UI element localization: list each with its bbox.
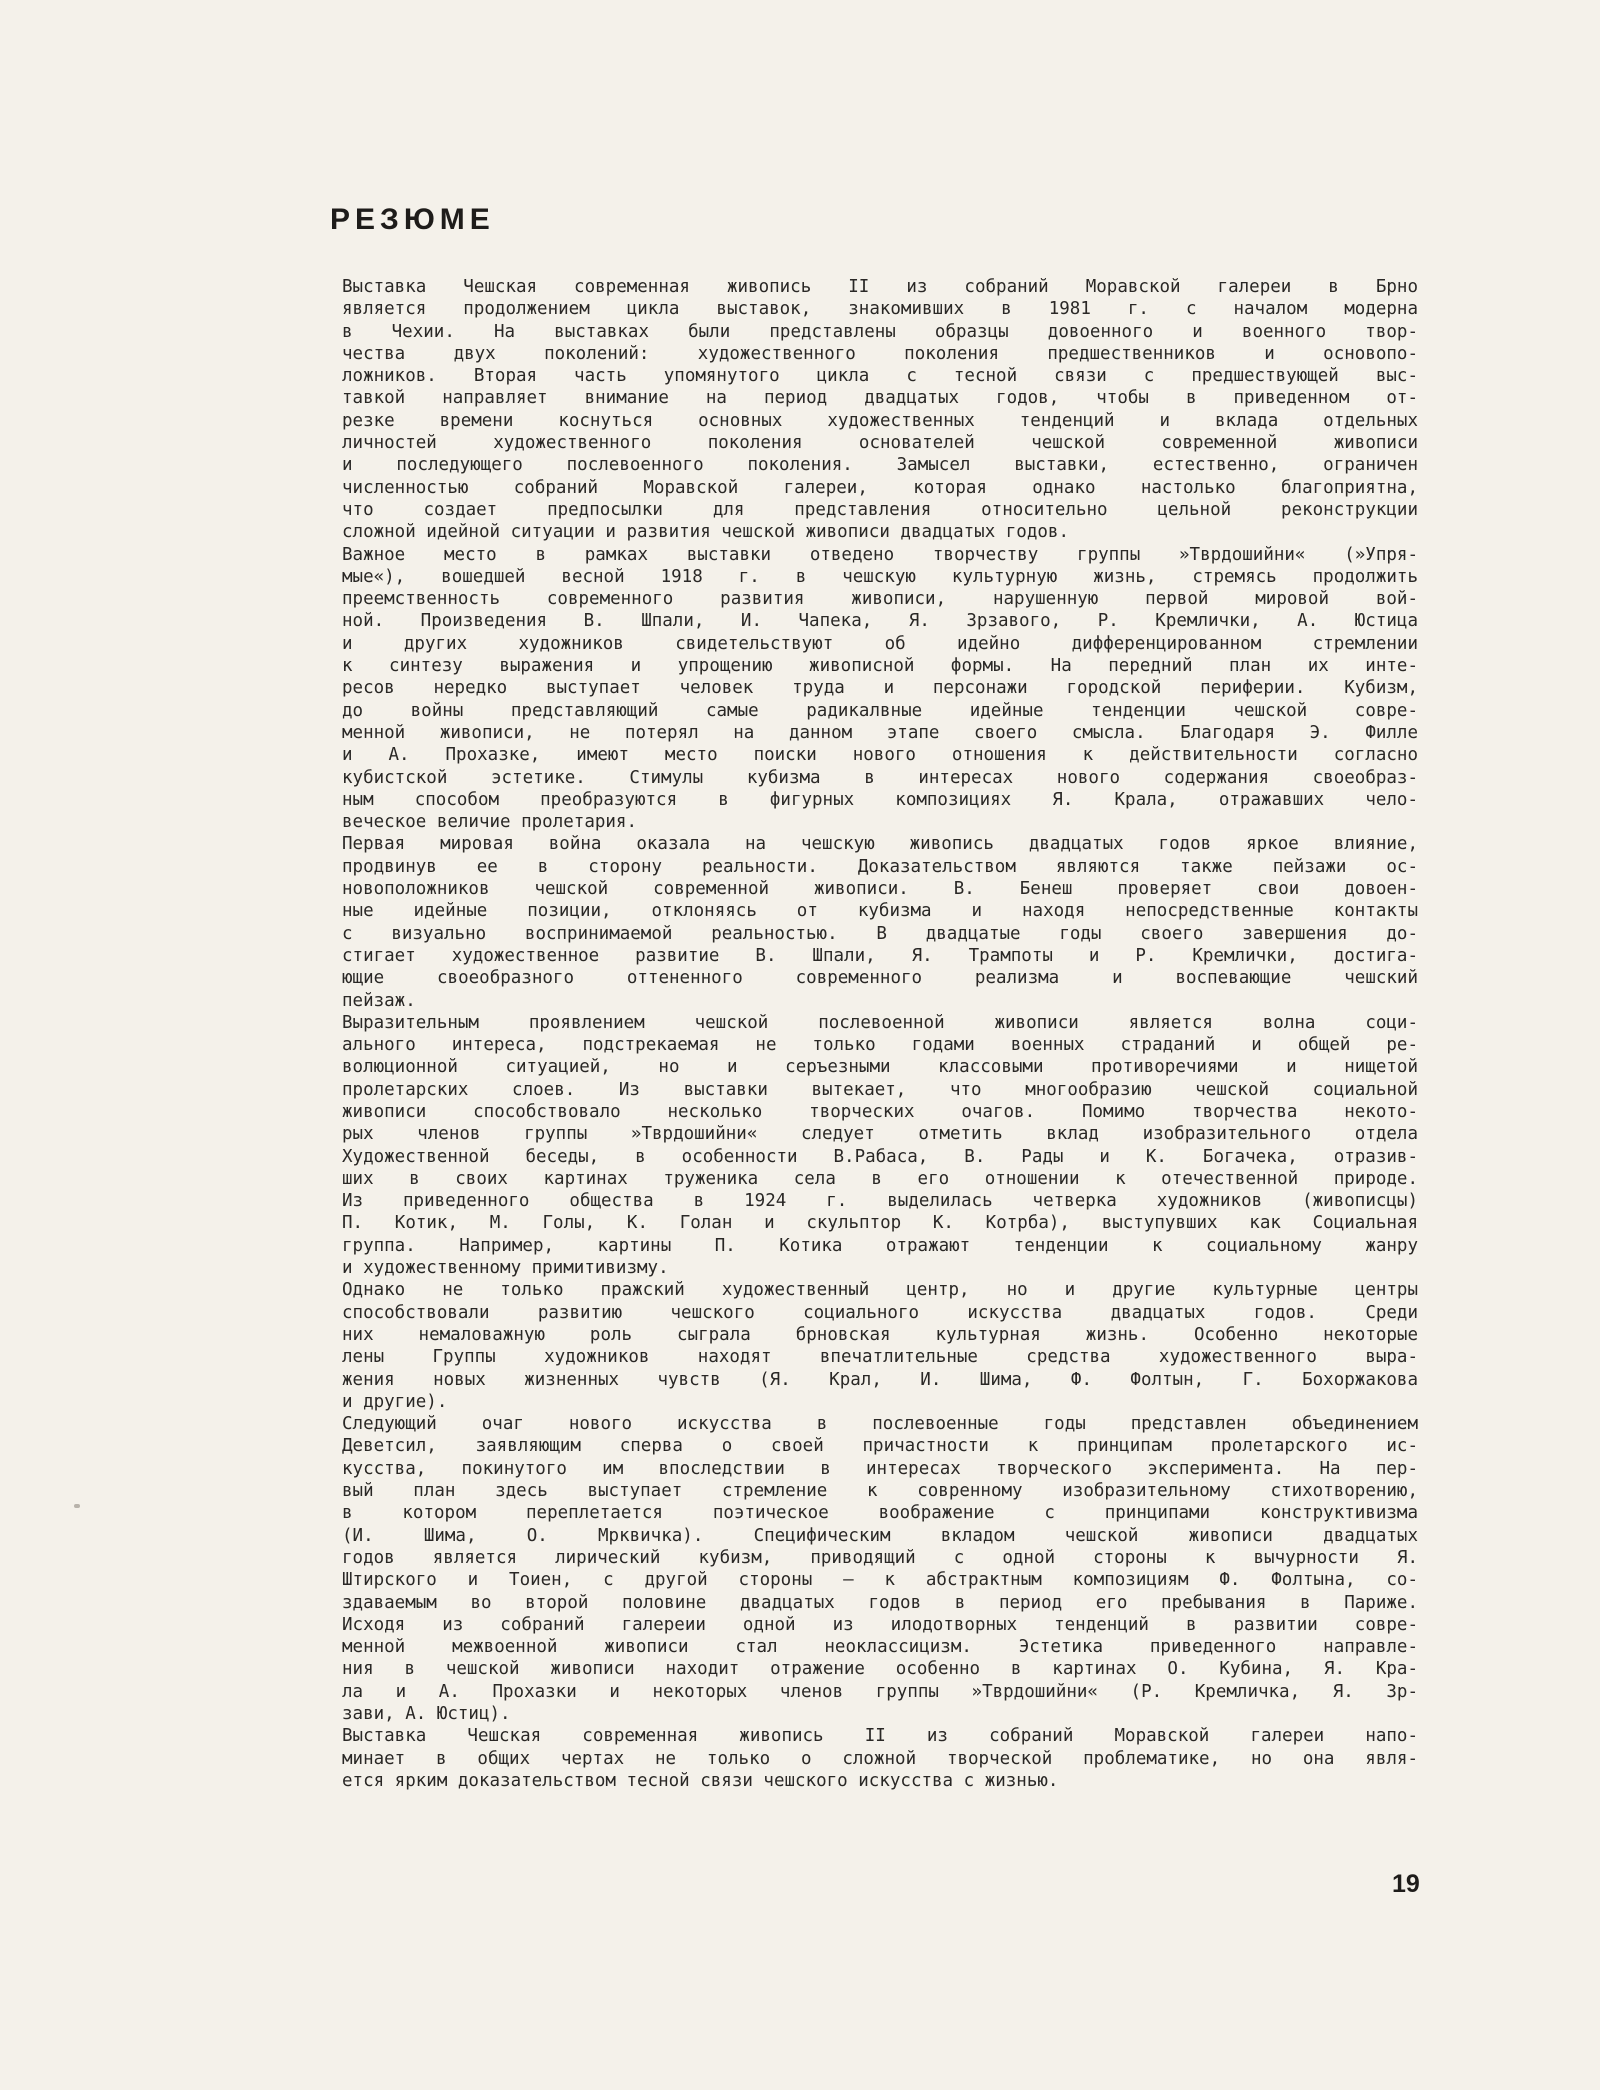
text-line: Первая мировая война оказала на чешскую живопись двадцатых годов яркое влияние, [342,834,1418,855]
text-line: лены Группы художников находят впечатлительные средства художественного выра- [342,1347,1418,1368]
text-line: Выставка Чешская современная живопись II из собраний Моравской галереи напо- [342,1726,1418,1747]
paragraph [342,1413,1418,1725]
text-line: Важное место в рамках выставки отведено творчеству группы »Тврдошийни« (»Упря- [342,544,1418,565]
text-line: и А. Прохазке, имеют место поиски нового отношения к действительности согласно [342,745,1418,766]
text-line: что создает предпосылки для представления относительно цельной реконструкции [342,499,1418,520]
text-line: ной. Произведения В. Шпали, И. Чапека, Я. Зрзавого, Р. Кремлички, А. Юстица [342,611,1418,632]
text-line: Однако не только пражский художественный центр, но и другие культурные центры [342,1280,1418,1301]
text-line: минает в общих чертах не только о сложной творческой проблематике, но она явля- [342,1748,1418,1769]
paragraph [342,1279,1418,1413]
text-line: ным способом преобразуются в фигурных композициях Я. Крала, отражавших чело- [342,789,1418,810]
text-line: преемственность современного развития живописи, нарушенную первой мировой вой- [342,589,1418,610]
scan-speck [74,1504,80,1508]
text-line: и последующего послевоенного поколения. Замысел выставки, естественно, ограничен [342,455,1418,476]
text-line: волюционной ситуацией, но и серъезными классовыми противоречиями и нищетой [342,1057,1418,1078]
paragraph [342,1012,1418,1280]
text-line: стигает художественное развитие В. Шпали, Я. Трампоты и Р. Кремлички, достига- [342,945,1418,966]
text-line: к синтезу выражения и упрощению живописной формы. На передний план их инте- [342,656,1418,677]
page-number: 19 [1392,1870,1420,1898]
paragraph [342,544,1418,834]
text-line: и художественному примитивизму. [342,1258,669,1279]
text-line: ющие своеобразного оттененного современного реализма и воспевающие чешский [342,968,1418,989]
text-line: в Чехии. На выставках были представлены образцы довоенного и военного твор- [342,321,1418,342]
text-line: менной живописи, не потерял на данном этапе своего смысла. Благодаря Э. Филле [342,722,1418,743]
text-line: чества двух поколений: художественного поколения предшественников и основопо- [342,343,1418,364]
text-line: ла и А. Прохазки и некоторых членов группы »Тврдошийни« (Р. Кремличка, Я. Зр- [342,1681,1418,1702]
text-line: ложников. Вторая часть упомянутого цикла с тесной связи с предшествующей выс- [342,366,1418,387]
paragraph [342,1725,1418,1792]
text-line: новоположников чешской современной живописи. В. Бенеш проверяет свои довоен- [342,879,1418,900]
text-line: ется ярким доказательством тесной связи чешского искусства с жизнью. [342,1770,1059,1791]
text-line: рых членов группы »Тврдошийни« следует отметить вклад изобразительного отдела [342,1124,1418,1145]
text-line: пейзаж. [342,990,416,1011]
text-line: кубистской эстетике. Стимулы кубизма в интересах нового содержания своеобраз- [342,767,1418,788]
text-line: Выразительным проявлением чешской послевоенной живописи является волна соци- [342,1012,1418,1033]
text-line: ресов нередко выступает человек труда и персонажи городской периферии. Кубизм, [342,678,1418,699]
text-line: до войны представляющий самые радикалвные идейные тенденции чешской совре- [342,700,1418,721]
text-line: жения новых жизненных чувств (Я. Крал, И. Шима, Ф. Фолтын, Г. Бохоржакова [342,1369,1418,1390]
text-line: Исходя из собраний галереии одной из илодотворных тенденций в развитии совре- [342,1614,1418,1635]
text-line: здаваемым во второй половине двадцатых годов в период его пребывания в Париже. [342,1592,1418,1613]
text-line: численностью собраний Моравской галереи, которая однако настолько благоприятна, [342,477,1418,498]
text-line: ные идейные позиции, отклоняясь от кубизма и находя непосредственные контакты [342,901,1418,922]
text-line: (И. Шима, О. Мрквичка). Специфическим вкладом чешской живописи двадцатых [342,1525,1418,1546]
text-line: Художественной беседы, в особенности В.Рабаса, В. Рады и К. Богачека, отразив- [342,1146,1418,1167]
page-title: РЕЗЮМЕ [330,203,495,236]
text-line: веческое величие пролетария. [342,812,638,833]
text-line: ших в своих картинах труженика села в его отношении к отечественной природе. [342,1168,1418,1189]
text-line: сложной идейной ситуации и развития чешской живописи двадцатых годов. [342,522,1069,543]
text-line: живописи способствовало несколько творческих очагов. Помимо творчества некото- [342,1101,1418,1122]
text-line: П. Котик, М. Голы, К. Голан и скульптор К. Котрба), выступувших как Социальная [342,1213,1418,1234]
text-line: Штирского и Тоиен, с другой стороны — к абстрактным композициям Ф. Фолтына, со- [342,1570,1418,1591]
text-line: группа. Например, картины П. Котика отражают тенденции к социальному жанру [342,1235,1418,1256]
resume-text [342,276,1418,1792]
text-line: пролетарских слоев. Из выставки вытекает, что многообразию чешской социальной [342,1079,1418,1100]
text-line: них немаловажную роль сыграла брновская культурная жизнь. Особенно некоторые [342,1324,1418,1345]
text-line: с визуально воспринимаемой реальностью. В двадцатые годы своего завершения до- [342,923,1418,944]
text-line: продвинув ее в сторону реальности. Доказательством являются также пейзажи ос- [342,856,1418,877]
paragraph [342,276,1418,544]
text-line: мые«), вошедшей весной 1918 г. в чешскую культурную жизнь, стремясь продолжить [342,566,1418,587]
text-line: кусства, покинутого им впоследствии в интересах творческого эксперимента. На пер- [342,1458,1418,1479]
text-line: Деветсил, заявляющим сперва о своей причастности к принципам пролетарского ис- [342,1436,1418,1457]
text-line: менной межвоенной живописи стал неоклассицизм. Эстетика приведенного направле- [342,1637,1418,1658]
text-line: является продолжением цикла выставок, знакомивших в 1981 г. с началом модерна [342,299,1418,320]
text-line: вый план здесь выступает стремление к совренному изобразительному стихотворению, [342,1481,1418,1502]
text-line: в котором переплетается поэтическое воображение с принципами конструктивизма [342,1503,1418,1524]
text-line: Выставка Чешская современная живопись II из собраний Моравской галереи в Брно [342,277,1418,297]
text-line: и другие). [342,1391,448,1412]
text-line: ального интереса, подстрекаемая не только годами военных страданий и общей ре- [342,1035,1418,1056]
paragraph [342,833,1418,1011]
text-line: зави, А. Юстиц). [342,1704,511,1724]
text-line: Следующий очаг нового искусства в послевоенные годы представлен объединением [342,1414,1418,1435]
text-line: тавкой направляет внимание на период двадцатых годов, чтобы в приведенном от- [342,388,1418,409]
text-line: и других художников свидетельствуют об идейно дифференцированном стремлении [342,633,1418,654]
text-line: личностей художественного поколения основателей чешской современной живописи [342,433,1418,454]
text-line: Из приведенного общества в 1924 г. выделилась четверка художников (живописцы) [342,1191,1418,1212]
text-line: ния в чешской живописи находит отражение особенно в картинах О. Кубина, Я. Кра- [342,1659,1418,1680]
text-line: резке времени коснуться основных художественных тенденций и вклада отдельных [342,410,1418,431]
text-line: способствовали развитию чешского социального искусства двадцатых годов. Среди [342,1302,1418,1323]
text-line: годов является лирический кубизм, приводящий с одной стороны к вычурности Я. [342,1547,1418,1568]
